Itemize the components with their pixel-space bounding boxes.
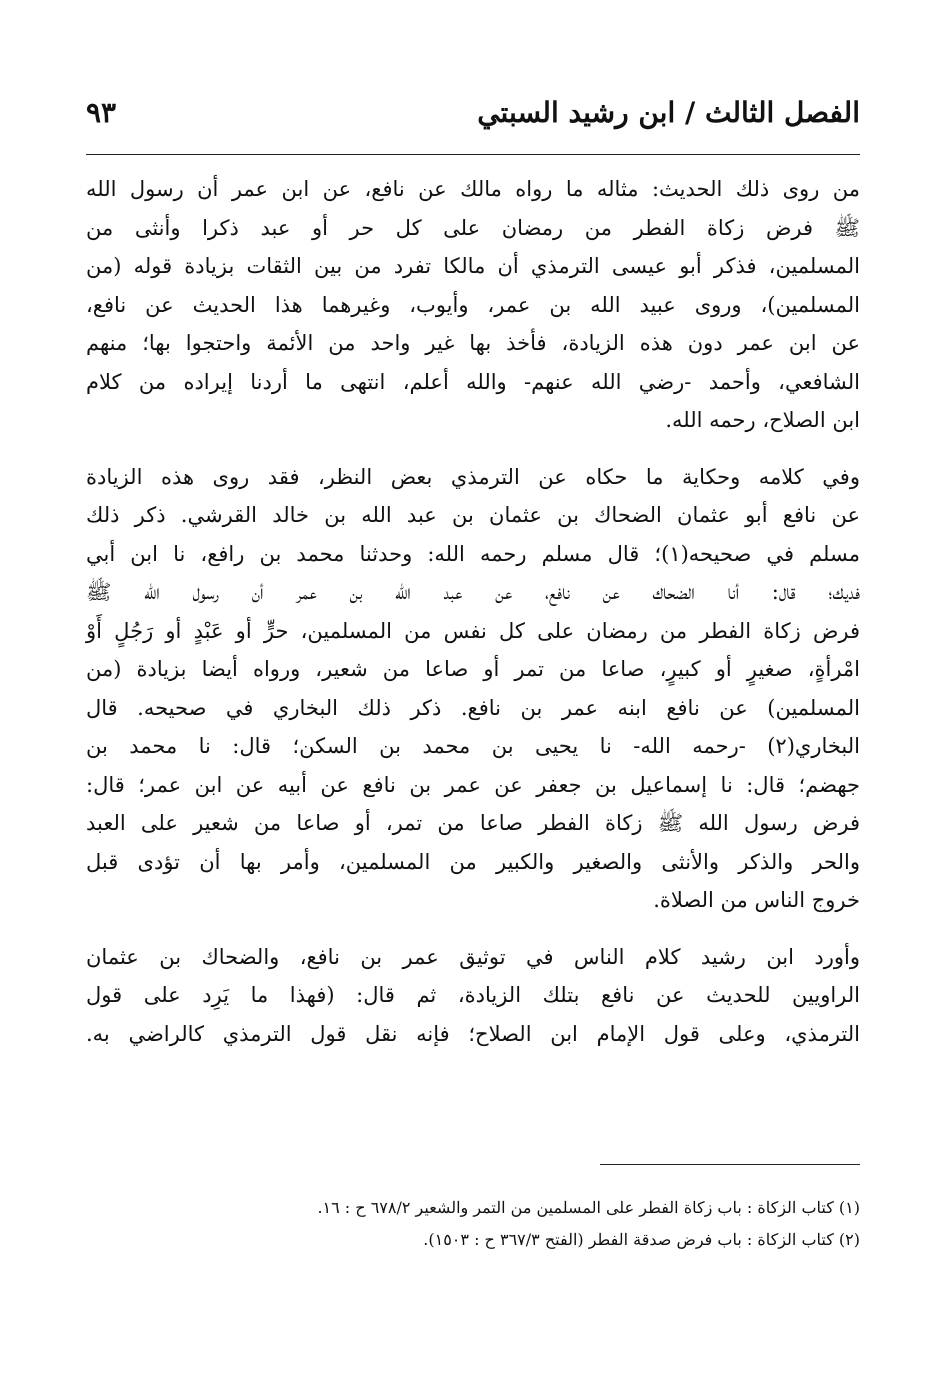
- text-line: ابن الصلاح، رحمه الله.: [665, 408, 860, 432]
- footnote-2: (٢) كتاب الزكاة : باب فرض صدقة الفطر (الفتح ٣٦٧/٣ ح : ١٥٠٣).: [423, 1230, 860, 1249]
- text-line: فرض زكاة الفطر من رمضان على كل نفس من المسلمين، حرٍّ أو عَبْدٍ أو رَجُلٍ أَوْ: [86, 618, 860, 643]
- text-line: المسلمين، فذكر أبو عيسى الترمذي أن مالكا تفرد من بين الثقات بزيادة قوله (من: [86, 254, 860, 278]
- text-line: عن ابن عمر دون هذه الزيادة، فأخذ بها غير واحد من الأئمة واحتجوا بها؛ منهم: [86, 331, 860, 355]
- text-line: المسلمين)، وروى عبيد الله بن عمر، وأيوب، وغيرهما هذا الحديث عن نافع،: [86, 292, 860, 317]
- text-line: والحر والذكر والأنثى والصغير والكبير من المسلمين، وأمر بها أن تؤدى قبل: [86, 849, 860, 874]
- text-line: الشافعي، وأحمد -رضي الله عنهم- والله أعلم، انتهى ما أردنا إيراده من كلام: [86, 369, 860, 394]
- paragraph-3: [86, 938, 860, 1054]
- page-number: ٩٣: [86, 96, 117, 129]
- text-line: ﷺ فرض زكاة الفطر من رمضان على كل حر أو عبد ذكرا وأنثى من: [86, 215, 860, 240]
- paragraph-2: [86, 458, 860, 920]
- footnote-1: (١) كتاب الزكاة : باب زكاة الفطر على المسلمين من التمر والشعير ٦٧٨/٢ ح : ١٦.: [317, 1198, 860, 1217]
- text-line: المسلمين) عن نافع ابنه عمر بن نافع. ذكر ذلك البخاري في صحيحه. قال: [86, 695, 860, 720]
- text-line: من روى ذلك الحديث: مثاله ما رواه مالك عن نافع، عن ابن عمر أن رسول الله: [86, 177, 860, 201]
- text-line: جهضم؛ قال: نا إسماعيل بن جعفر عن عمر بن نافع عن أبيه عن ابن عمر؛ قال:: [86, 772, 860, 797]
- running-title: الفصل الثالث / ابن رشيد السبتي: [477, 96, 860, 129]
- footnote-divider: [600, 1164, 860, 1165]
- text-line: خروج الناس من الصلاة.: [653, 888, 860, 912]
- text-line: وأورد ابن رشيد كلام الناس في توثيق عمر بن نافع، والضحاك بن عثمان: [86, 944, 860, 969]
- paragraph-1: [86, 170, 860, 440]
- main-text: [86, 170, 860, 1053]
- text-line: فرض رسول الله ﷺ زكاة الفطر صاعا من تمر، أو صاعا من شعير على العبد: [86, 811, 860, 835]
- page-header: [86, 92, 860, 144]
- text-line: مسلم في صحيحه(١)؛ قال مسلم رحمه الله: وحدثنا محمد بن رافع، نا ابن أبي: [86, 541, 860, 566]
- footnotes: [86, 1192, 860, 1256]
- text-line: امْرأةٍ، صغيرٍ أو كبيرٍ، صاعا من تمر أو صاعا من شعير، ورواه أيضا بزيادة (من: [86, 657, 860, 681]
- text-line: عن نافع أبو عثمان الضحاك بن عثمان بن عبد الله بن خالد القرشي. ذكر ذلك: [86, 503, 860, 527]
- text-line: الراويين للحديث عن نافع بتلك الزيادة، ثم قال: (فهذا ما يَرِد على قول: [86, 983, 860, 1007]
- text-line: الترمذي، وعلى قول الإمام ابن الصلاح؛ فإنه نقل قول الترمذي كالراضي به.: [86, 1021, 860, 1046]
- text-line: البخاري(٢) -رحمه الله- نا يحيى بن محمد بن السكن؛ قال: نا محمد بن: [86, 734, 860, 758]
- text-line: وفي كلامه وحكاية ما حكاه عن الترمذي بعض النظر، فقد روى هذه الزيادة: [86, 464, 860, 489]
- text-line: فديك؛ قال: أنا الضحاك عن نافع، عن عبد الله بن عمر أن رسول الله ﷺ: [86, 580, 860, 604]
- header-divider: [86, 154, 860, 155]
